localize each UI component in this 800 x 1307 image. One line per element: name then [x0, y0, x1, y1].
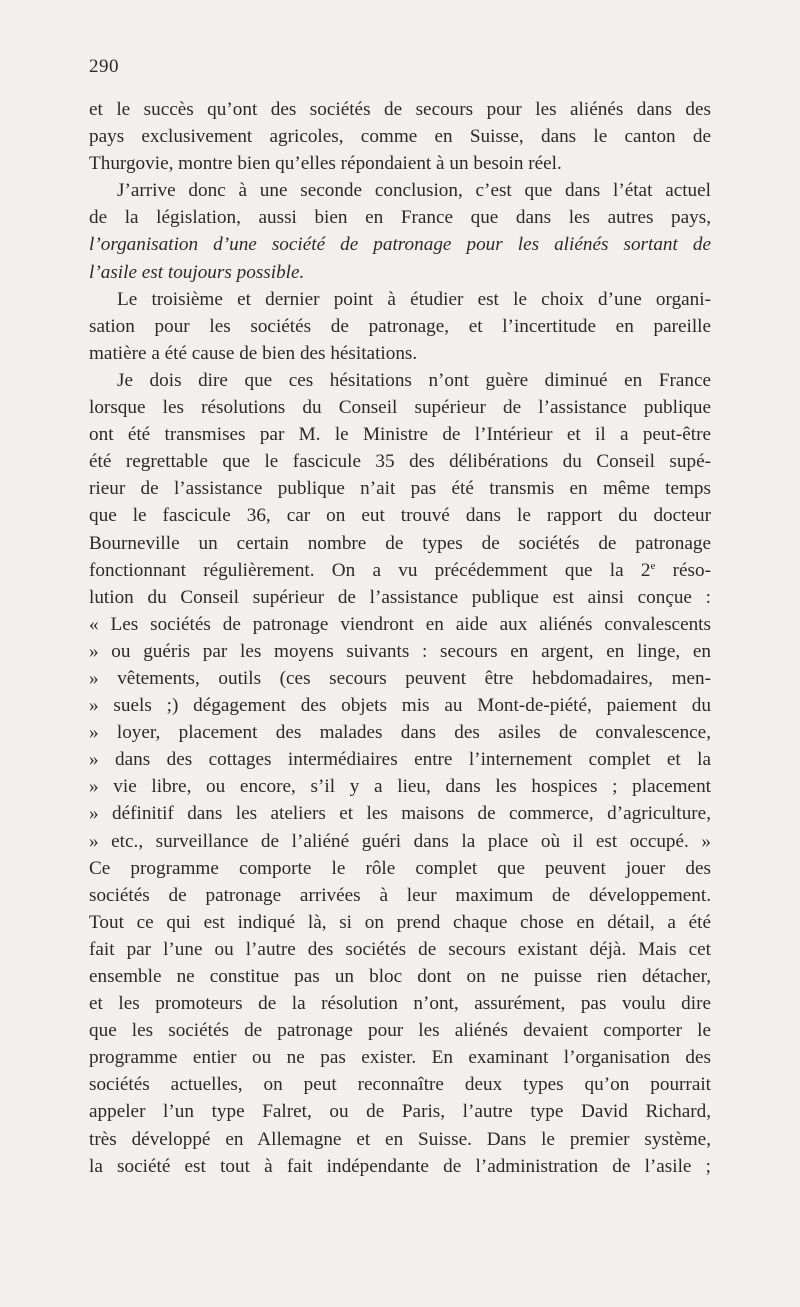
text-line-content: » vie libre, ou encore, s’il y a lieu, dans les hospices ; placement [89, 776, 711, 798]
text-line-content: très développé en Allemagne et en Suisse. Dans le premier système, [89, 1128, 711, 1150]
text-line-content: programme entier ou ne pas exister. En examinant l’organisation des [89, 1047, 711, 1069]
text-line [89, 990, 711, 1017]
text-line [89, 1098, 711, 1125]
text-line [89, 394, 711, 421]
text-line-content: » dans des cottages intermédiaires entre l’internement complet et la [89, 749, 711, 771]
text-line [89, 1017, 711, 1044]
text-line [89, 855, 711, 882]
text-line-content: fonctionnant régulièrement. On a vu précédemment que la 2 [89, 559, 651, 581]
text-line-content: été regrettable que le fascicule 35 des délibérations du Conseil supé- [89, 451, 711, 473]
text-line [89, 313, 711, 340]
text-line [89, 773, 711, 800]
text-line-content: » ou guéris par les moyens suivants : secours en argent, en linge, en [89, 640, 711, 662]
text-line [89, 828, 711, 855]
text-line-content: J’arrive donc à une seconde conclusion, c’est que dans l’état actuel [117, 180, 711, 202]
text-line [89, 746, 711, 773]
text-line-content: Thurgovie, montre bien qu’elles répondaient à un besoin réel. [89, 153, 562, 175]
text-line-content: et le succès qu’ont des sociétés de secours pour les aliénés dans des [89, 99, 711, 120]
text-line [89, 367, 711, 394]
text-line [89, 123, 711, 150]
text-line [89, 719, 711, 746]
text-line [89, 963, 711, 990]
text-line [89, 882, 711, 909]
text-line [89, 692, 711, 719]
text-line [89, 638, 711, 665]
text-line [89, 1153, 711, 1180]
text-line-content: que le fascicule 36, car on eut trouvé dans le rapport du docteur [89, 505, 711, 527]
text-line-content: » etc., surveillance de l’aliéné guéri dans la place où il est occupé. » [89, 830, 711, 852]
text-line [89, 1044, 711, 1071]
text-line [89, 340, 711, 367]
text-line-content: sociétés actuelles, on peut reconnaître deux types qu’on pourrait [89, 1074, 711, 1096]
superscript: e [650, 559, 656, 572]
text-line-content: de la législation, aussi bien en France que dans les autres pays, [89, 207, 711, 229]
text-line-content: appeler l’un type Falret, ou de Paris, l’autre type David Richard, [89, 1101, 711, 1123]
text-line [89, 557, 711, 584]
text-line-content: Je dois dire que ces hésitations n’ont guère diminué en France [117, 369, 711, 391]
text-line [89, 800, 711, 827]
text-line [89, 1071, 711, 1098]
body-text [89, 96, 711, 1180]
text-line [89, 421, 711, 448]
text-line-content: et les promoteurs de la résolution n’ont, assurément, pas voulu dire [89, 993, 711, 1015]
text-line-content: ensemble ne constitue pas un bloc dont on ne puisse rien détacher, [89, 966, 711, 987]
text-line-content: » vêtements, outils (ces secours peuvent être hebdomadaires, men- [89, 667, 711, 689]
text-line [89, 475, 711, 502]
text-line-content: » suels ;) dégagement des objets mis au Mont-de-piété, paiement du [89, 695, 711, 717]
text-line-content: que les sociétés de patronage pour les aliénés devaient comporter le [89, 1020, 711, 1042]
text-line-content: l’organisation d’une société de patronage pour les aliénés sortant de [89, 234, 711, 256]
text-line [89, 231, 711, 258]
text-line-content: Bourneville un certain nombre de types de sociétés de patronage [89, 532, 711, 554]
text-line [89, 204, 711, 231]
text-line-content: l’asile est toujours possible. [89, 261, 305, 283]
text-line-content: la société est tout à fait indépendante de l’administration de l’asile ; [89, 1155, 711, 1177]
text-line [89, 530, 711, 557]
text-line-content: pays exclusivement agricoles, comme en Suisse, dans le canton de [89, 126, 711, 148]
text-line [89, 286, 711, 313]
text-line [89, 611, 711, 638]
text-line [89, 909, 711, 936]
text-line [89, 584, 711, 611]
text-line [89, 502, 711, 529]
text-line-content: » définitif dans les ateliers et les maisons de commerce, d’agriculture, [89, 803, 711, 825]
text-line-content: Tout ce qui est indiqué là, si on prend chaque chose en détail, a été [89, 911, 711, 933]
text-line-content: Le troisième et dernier point à étudier est le choix d’une organi- [117, 288, 711, 310]
text-line [89, 936, 711, 963]
text-line-continuation: réso- [655, 559, 711, 581]
page-number: 290 [89, 56, 119, 77]
text-line-content: Ce programme comporte le rôle complet que peuvent jouer des [89, 857, 711, 879]
text-line-content: « Les sociétés de patronage viendront en aide aux aliénés convalescents [89, 613, 711, 635]
text-line-content: rieur de l’assistance publique n’ait pas été transmis en même temps [89, 478, 711, 500]
text-line-content: lorsque les résolutions du Conseil supérieur de l’assistance publique [89, 397, 711, 419]
text-line-content: matière a été cause de bien des hésitations. [89, 342, 418, 364]
text-line [89, 177, 711, 204]
text-line-content: » loyer, placement des malades dans des asiles de convalescence, [89, 722, 711, 744]
text-line-content: lution du Conseil supérieur de l’assistance publique est ainsi conçue : [89, 586, 711, 608]
text-line [89, 665, 711, 692]
text-line [89, 150, 711, 177]
text-line-content: fait par l’une ou l’autre des sociétés de secours existant déjà. Mais cet [89, 938, 711, 960]
text-line-content: ont été transmises par M. le Ministre de l’Intérieur et il a peut-être [89, 424, 711, 446]
text-line-content: sociétés de patronage arrivées à leur maximum de développement. [89, 884, 711, 906]
text-line [89, 1126, 711, 1153]
text-line [89, 96, 711, 123]
text-line [89, 448, 711, 475]
text-line-content: sation pour les sociétés de patronage, et l’incertitude en pareille [89, 315, 711, 337]
text-line [89, 259, 711, 286]
